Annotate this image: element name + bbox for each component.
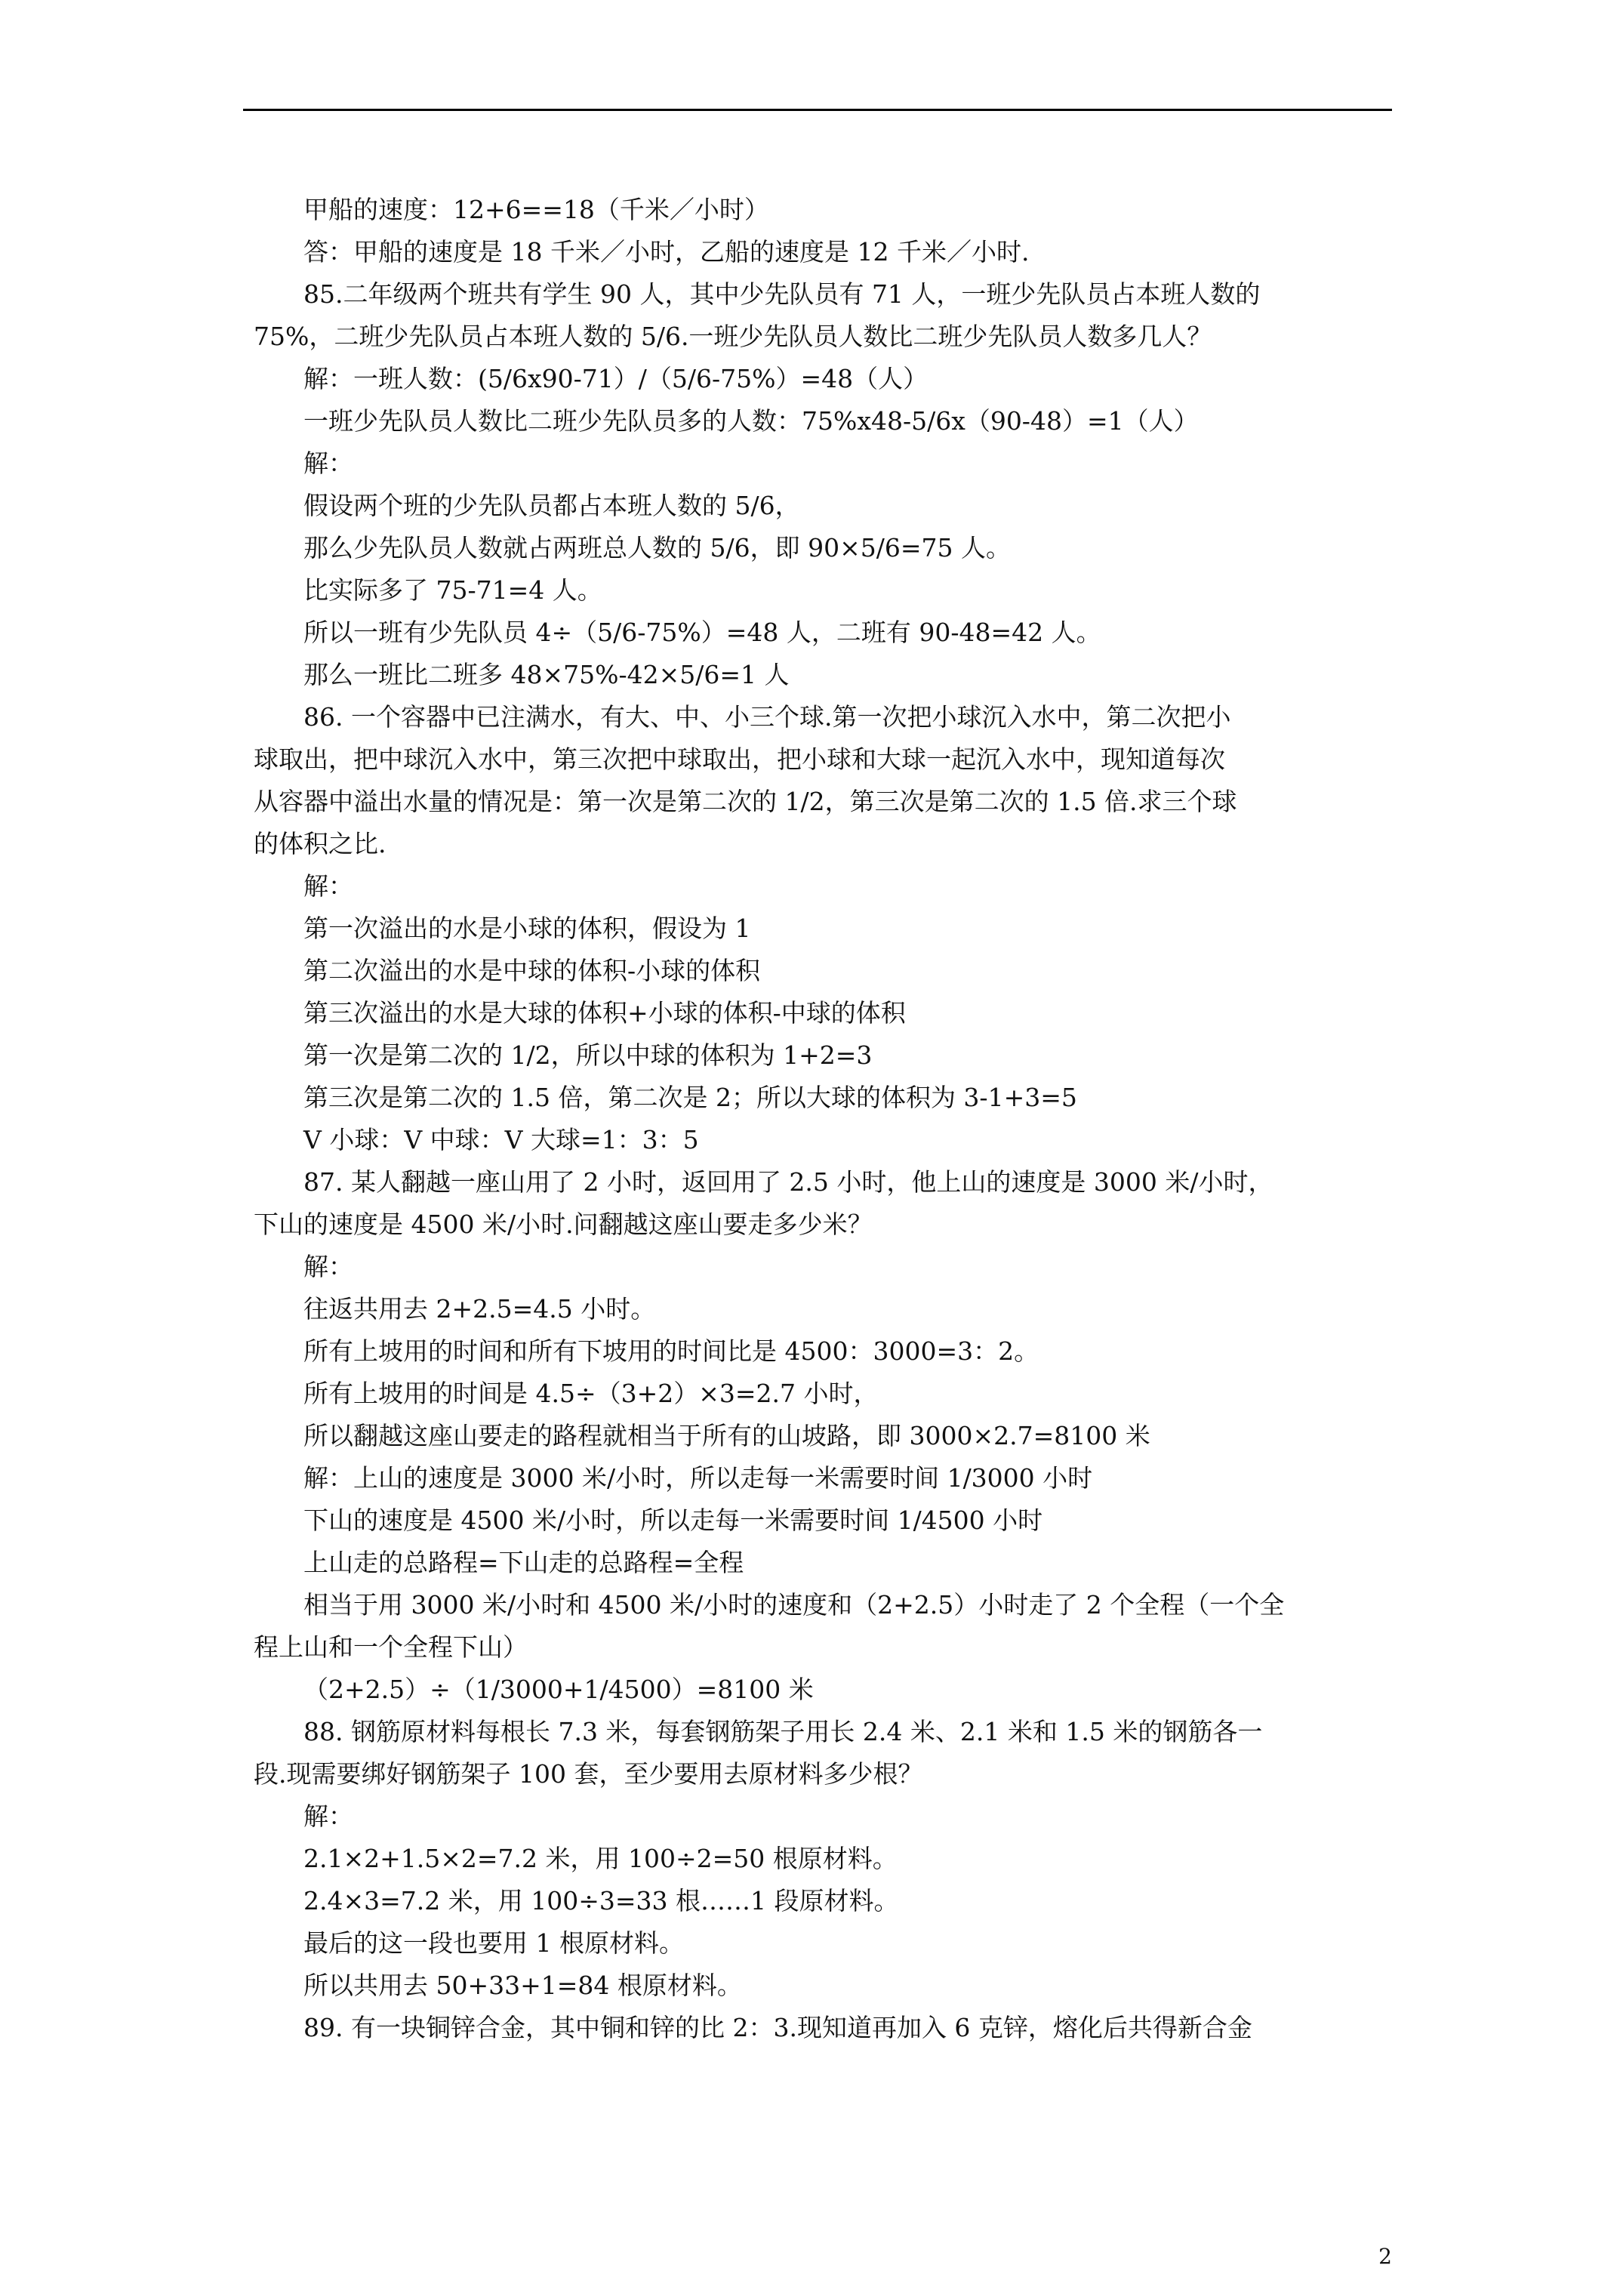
text-line: 87. 某人翻越一座山用了 2 小时，返回用了 2.5 小时，他上山的速度是 3000 米/小时， [303,1167,1273,1197]
text-line: V 小球：V 中球：V 大球=1：3：5 [303,1125,699,1154]
text-line: 段.现需要绑好钢筋架子 100 套，至少要用去原材料多少根？ [254,1759,923,1789]
text-line: 相当于用 3000 米/小时和 4500 米/小时的速度和（2+2.5）小时走了 2 个全程（一个全 [303,1590,1285,1620]
text-line: 答：甲船的速度是 18 千米／小时，乙船的速度是 12 千米／小时. [303,237,1030,267]
text-line: 第二次溢出的水是中球的体积-小球的体积 [303,956,761,985]
text-line: 所有上坡用的时间是 4.5÷（3+2）×3=2.7 小时， [303,1379,879,1408]
text-line: 第一次是第二次的 1/2，所以中球的体积为 1+2=3 [303,1040,873,1070]
text-line: 2.1×2+1.5×2=7.2 米，用 100÷2=50 根原材料。 [303,1844,898,1873]
text-line: 89. 有一块铜锌合金，其中铜和锌的比 2：3.现知道再加入 6 克锌，熔化后共得新合金 [303,2013,1252,2042]
text-line: 第三次是第二次的 1.5 倍，第二次是 2；所以大球的体积为 3-1+3=5 [303,1083,1077,1112]
text-line: 一班少先队员人数比二班少先队员多的人数：75%x48-5/6x（90-48）=1（人） [303,406,1199,436]
text-line: 下山的速度是 4500 米/小时.问翻越这座山要走多少米？ [254,1210,873,1239]
body-text [254,189,1392,2049]
text-line: 解： [303,448,353,478]
text-line: 所有上坡用的时间和所有下坡用的时间比是 4500：3000=3：2。 [303,1336,1039,1366]
text-line: 解：上山的速度是 3000 米/小时，所以走每一米需要时间 1/3000 小时 [303,1463,1093,1493]
text-line: 85.二年级两个班共有学生 90 人，其中少先队员有 71 人，一班少先队员占本班人数的 [303,279,1261,309]
text-line: 下山的速度是 4500 米/小时，所以走每一米需要时间 1/4500 小时 [303,1505,1043,1535]
text-line: 解： [303,871,353,901]
text-line: 所以共用去 50+33+1=84 根原材料。 [303,1971,742,2000]
text-line: 那么一班比二班多 48×75%-42×5/6=1 人 [303,660,790,689]
text-line: 第三次溢出的水是大球的体积+小球的体积-中球的体积 [303,998,906,1028]
text-line: （2+2.5）÷（1/3000+1/4500）=8100 米 [303,1675,814,1704]
text-line: 的体积之比. [254,829,387,858]
text-line: 解： [303,1801,353,1831]
page-number: 2 [1378,2244,1392,2269]
text-line: 比实际多了 75-71=4 人。 [303,575,602,605]
text-line: 那么少先队员人数就占两班总人数的 5/6，即 90×5/6=75 人。 [303,533,1011,562]
text-line: 往返共用去 2+2.5=4.5 小时。 [303,1294,656,1324]
text-line: 75%，二班少先队员占本班人数的 5/6.一班少先队员人数比二班少先队员人数多几人？ [254,322,1212,351]
header-rule [243,109,1392,111]
text-line: 解： [303,1252,353,1281]
text-line: 86. 一个容器中已注满水，有大、中、小三个球.第一次把小球沉入水中，第二次把小 [303,702,1231,732]
text-line: 最后的这一段也要用 1 根原材料。 [303,1928,684,1958]
text-line: 解：一班人数：(5/6x90-71）/（5/6-75%）=48（人） [303,364,929,393]
text-line: 2.4×3=7.2 米，用 100÷3=33 根……1 段原材料。 [303,1886,899,1915]
text-line: 从容器中溢出水量的情况是：第一次是第二次的 1/2，第三次是第二次的 1.5 倍.求三个球 [254,787,1237,816]
text-line: 程上山和一个全程下山） [254,1632,528,1662]
text-line: 假设两个班的少先队员都占本班人数的 5/6， [303,491,800,520]
text-line: 上山走的总路程=下山走的总路程=全程 [303,1548,744,1577]
text-line: 所以翻越这座山要走的路程就相当于所有的山坡路，即 3000×2.7=8100 米 [303,1421,1150,1450]
text-line: 球取出，把中球沉入水中，第三次把中球取出，把小球和大球一起沉入水中，现知道每次 [254,744,1225,774]
text-line: 所以一班有少先队员 4÷（5/6-75%）=48 人，二班有 90-48=42 人。 [303,618,1101,647]
text-line: 甲船的速度：12+6==18（千米／小时） [303,195,769,224]
text-line: 88. 钢筋原材料每根长 7.3 米，每套钢筋架子用长 2.4 米、2.1 米和 1.5 米的钢筋各一 [303,1717,1263,1746]
text-line: 第一次溢出的水是小球的体积，假设为 1 [303,914,751,943]
